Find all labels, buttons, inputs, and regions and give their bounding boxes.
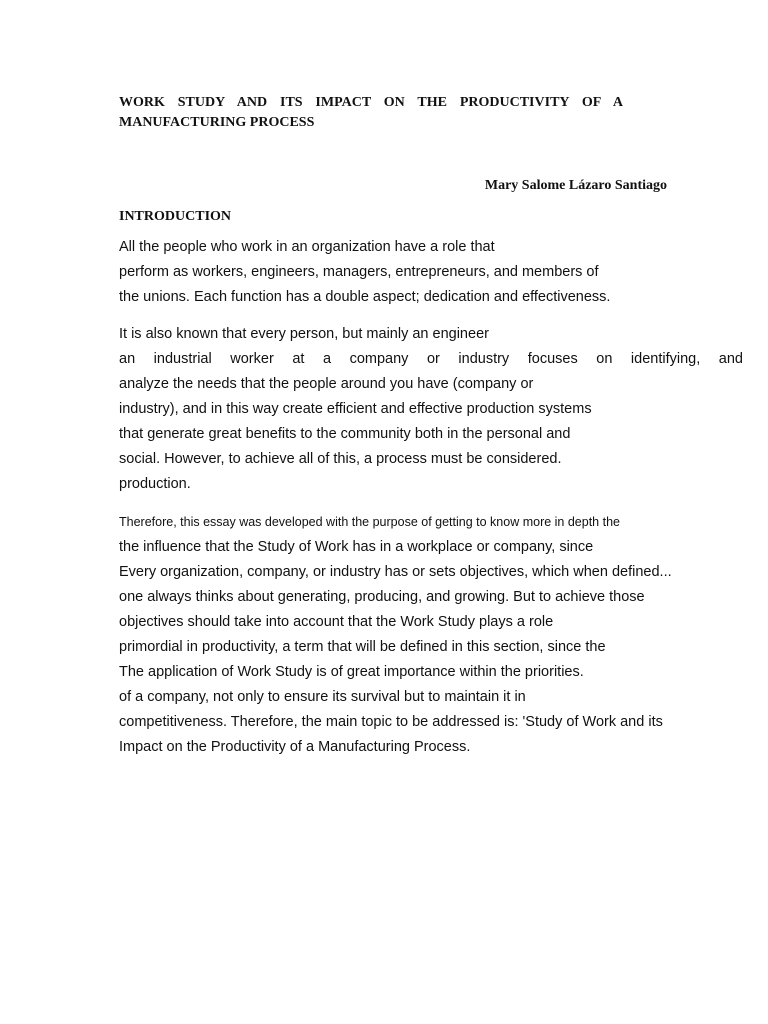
- paragraph: [119, 322, 743, 497]
- paragraph-line: The application of Work Study is of great importance within the priorities.: [119, 664, 584, 680]
- paragraph-line: Every organization, company, or industry has or sets objectives, which when defined...: [119, 564, 672, 580]
- paragraph-line: Therefore, this essay was developed with the purpose of getting to know more in depth the: [119, 515, 620, 529]
- paragraph-line: production.: [119, 476, 191, 492]
- paragraph-line: social. However, to achieve all of this, a process must be considered.: [119, 451, 562, 467]
- paragraph-line: of a company, not only to ensure its survival but to maintain it in: [119, 689, 526, 705]
- paragraph-line: It is also known that every person, but mainly an engineer: [119, 326, 489, 342]
- paragraph: [119, 235, 743, 310]
- paragraph-line: an industrial worker at a company or industry focuses on identifying, and: [119, 351, 743, 367]
- document-title: [119, 93, 679, 133]
- paragraph-line: All the people who work in an organization have a role that: [119, 239, 495, 255]
- paragraph-line: the unions. Each function has a double aspect; dedication and effectiveness.: [119, 289, 611, 305]
- paragraph-line: industry), and in this way create efficient and effective production systems: [119, 401, 592, 417]
- paragraph-line: Impact on the Productivity of a Manufacturing Process.: [119, 739, 471, 755]
- paragraph-line: analyze the needs that the people around you have (company or: [119, 376, 534, 392]
- title-line: MANUFACTURING PROCESS: [119, 115, 315, 130]
- paragraph-line: perform as workers, engineers, managers, entrepreneurs, and members of: [119, 264, 599, 280]
- paragraph-line: one always thinks about generating, producing, and growing. But to achieve those: [119, 589, 645, 605]
- paragraph-line: that generate great benefits to the community both in the personal and: [119, 426, 571, 442]
- paragraph-line: the influence that the Study of Work has in a workplace or company, since: [119, 539, 594, 555]
- paragraph-line: objectives should take into account that the Work Study plays a role: [119, 614, 554, 630]
- section-heading: INTRODUCTION: [119, 209, 232, 224]
- paragraph: [119, 510, 743, 760]
- paragraph-line: primordial in productivity, a term that will be defined in this section, since the: [119, 639, 606, 655]
- paragraph-line: competitiveness. Therefore, the main topic to be addressed is: 'Study of Work and its: [119, 714, 663, 730]
- author-name: Mary Salome Lázaro Santiago: [484, 178, 667, 193]
- title-line: WORK STUDY AND ITS IMPACT ON THE PRODUCTIVITY OF A: [119, 95, 623, 110]
